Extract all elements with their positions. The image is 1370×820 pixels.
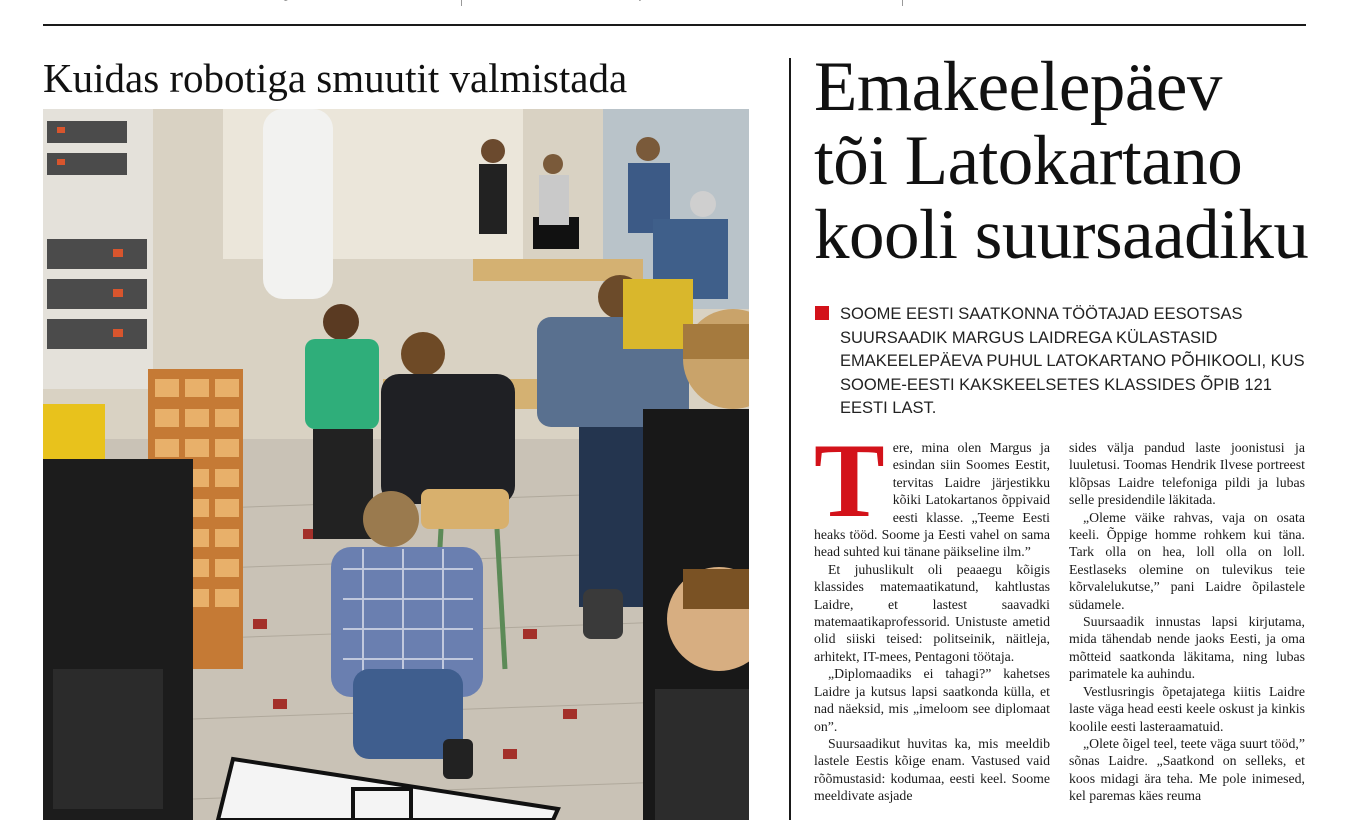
teaser-divider [461,0,462,6]
teaser-2[interactable] [502,0,752,2]
teaser-1[interactable] [43,0,346,2]
left-story-headline[interactable]: Kuidas robotiga smuutit valmistada [43,55,628,101]
article-column-1 [814,422,1050,805]
teaser-strip [0,0,1370,14]
headline-line: tõi Latokartano [814,122,1243,200]
top-rule [43,24,1306,26]
article-paragraph: Suursaadikut huvitas ka, mis meeldib lastele Eestis kõige enam. Vastused vaid rõõmustasid: kodumaa, eesti keel. Soome meeldivate asjade [814,735,1050,804]
teaser-divider [902,0,903,6]
article-paragraph: „Oleme väike rahvas, vaja on osata keeli. Õppige homme rohkem kui täna. Tark olla on hea, loll olla on loll. Eestlaseks olemine on tulevikus teie kõrvalelukutse,” pani Laidre õpilastele südamele. [1069,509,1305,612]
classroom-photo [43,109,749,820]
drop-cap: T [814,422,885,539]
red-square-bullet-icon [815,306,829,320]
column-divider [789,58,791,820]
article-paragraph: Tere, mina olen Margus ja esindan siin Soomes Eestit, tervitas Laidre järjestikku kõiki Latokartanos õppivaid eesti klasse. „Teeme Eesti heaks tööd. Soome ja Eesti vahel on sama head suhted kui tänane päikseline ilm.” [814,422,1050,560]
article-column-2 [1069,439,1305,805]
article-paragraph: sides välja pandud laste joonistusi ja luuletusi. Toomas Hendrik Ilvese portreest klõpsas Laidre telefoniga pildi ja lubas selle presidendile läkitada. [1069,440,1305,508]
article-paragraph: Et juhuslikult oli peaaegu kõigis klassides matemaatikatund, kahtlustas Laidre, et lastest saavadki matemaatikaprofessorid. Unistuste ametid olid siiski teised: politseinik, näitleja, arhitekt, IT-mees, Pentagoni töötaja. [814,561,1050,664]
lead-paragraph [814,303,1306,421]
article-paragraph: Suursaadik innustas lapsi kirjutama, mida tähendab nende jaoks Eesti, ja oma mõtteid saatkonda läkitama, ning lubas parimatele ka auhindu. [1069,614,1305,682]
headline-line: kooli suursaadiku [814,196,1309,274]
article-paragraph: „Olete õigel teel, teete väga suurt tööd,” sõnas Laidre. „Saatkond on selleks, et koos midagi ära teha. Me pole inimesed, kel paremas käes reuma [1069,735,1305,804]
article-paragraph: „Diplomaadiks ei tahagi?” kahetses Laidre ja kutsus lapsi saatkonda külla, et nad näeksid, mis „imeloom see diplomaat on”. [814,666,1050,734]
headline-line: Emakeelepäev [814,48,1222,126]
teaser-3[interactable] [937,0,1214,2]
right-story-headline[interactable] [814,50,1314,272]
lead-text: SOOME EESTI SAATKONNA TÖÖTAJAD EESOTSAS SUURSAADIK MARGUS LAIDREGA KÜLASTASID EMAKEELEPÄEVA PUHUL LATOKARTANO PÕHIKOOLI, KUS SOOME-EESTI KAKSKEELSETES KLASSIDES ÕPIB 121 EESTI LAST. [840,305,1305,418]
article-paragraph: Vestlusringis õpetajatega kiitis Laidre laste väga head eesti keele oskust ja kinkis koolile eesti lasteraamatuid. [1069,683,1305,734]
